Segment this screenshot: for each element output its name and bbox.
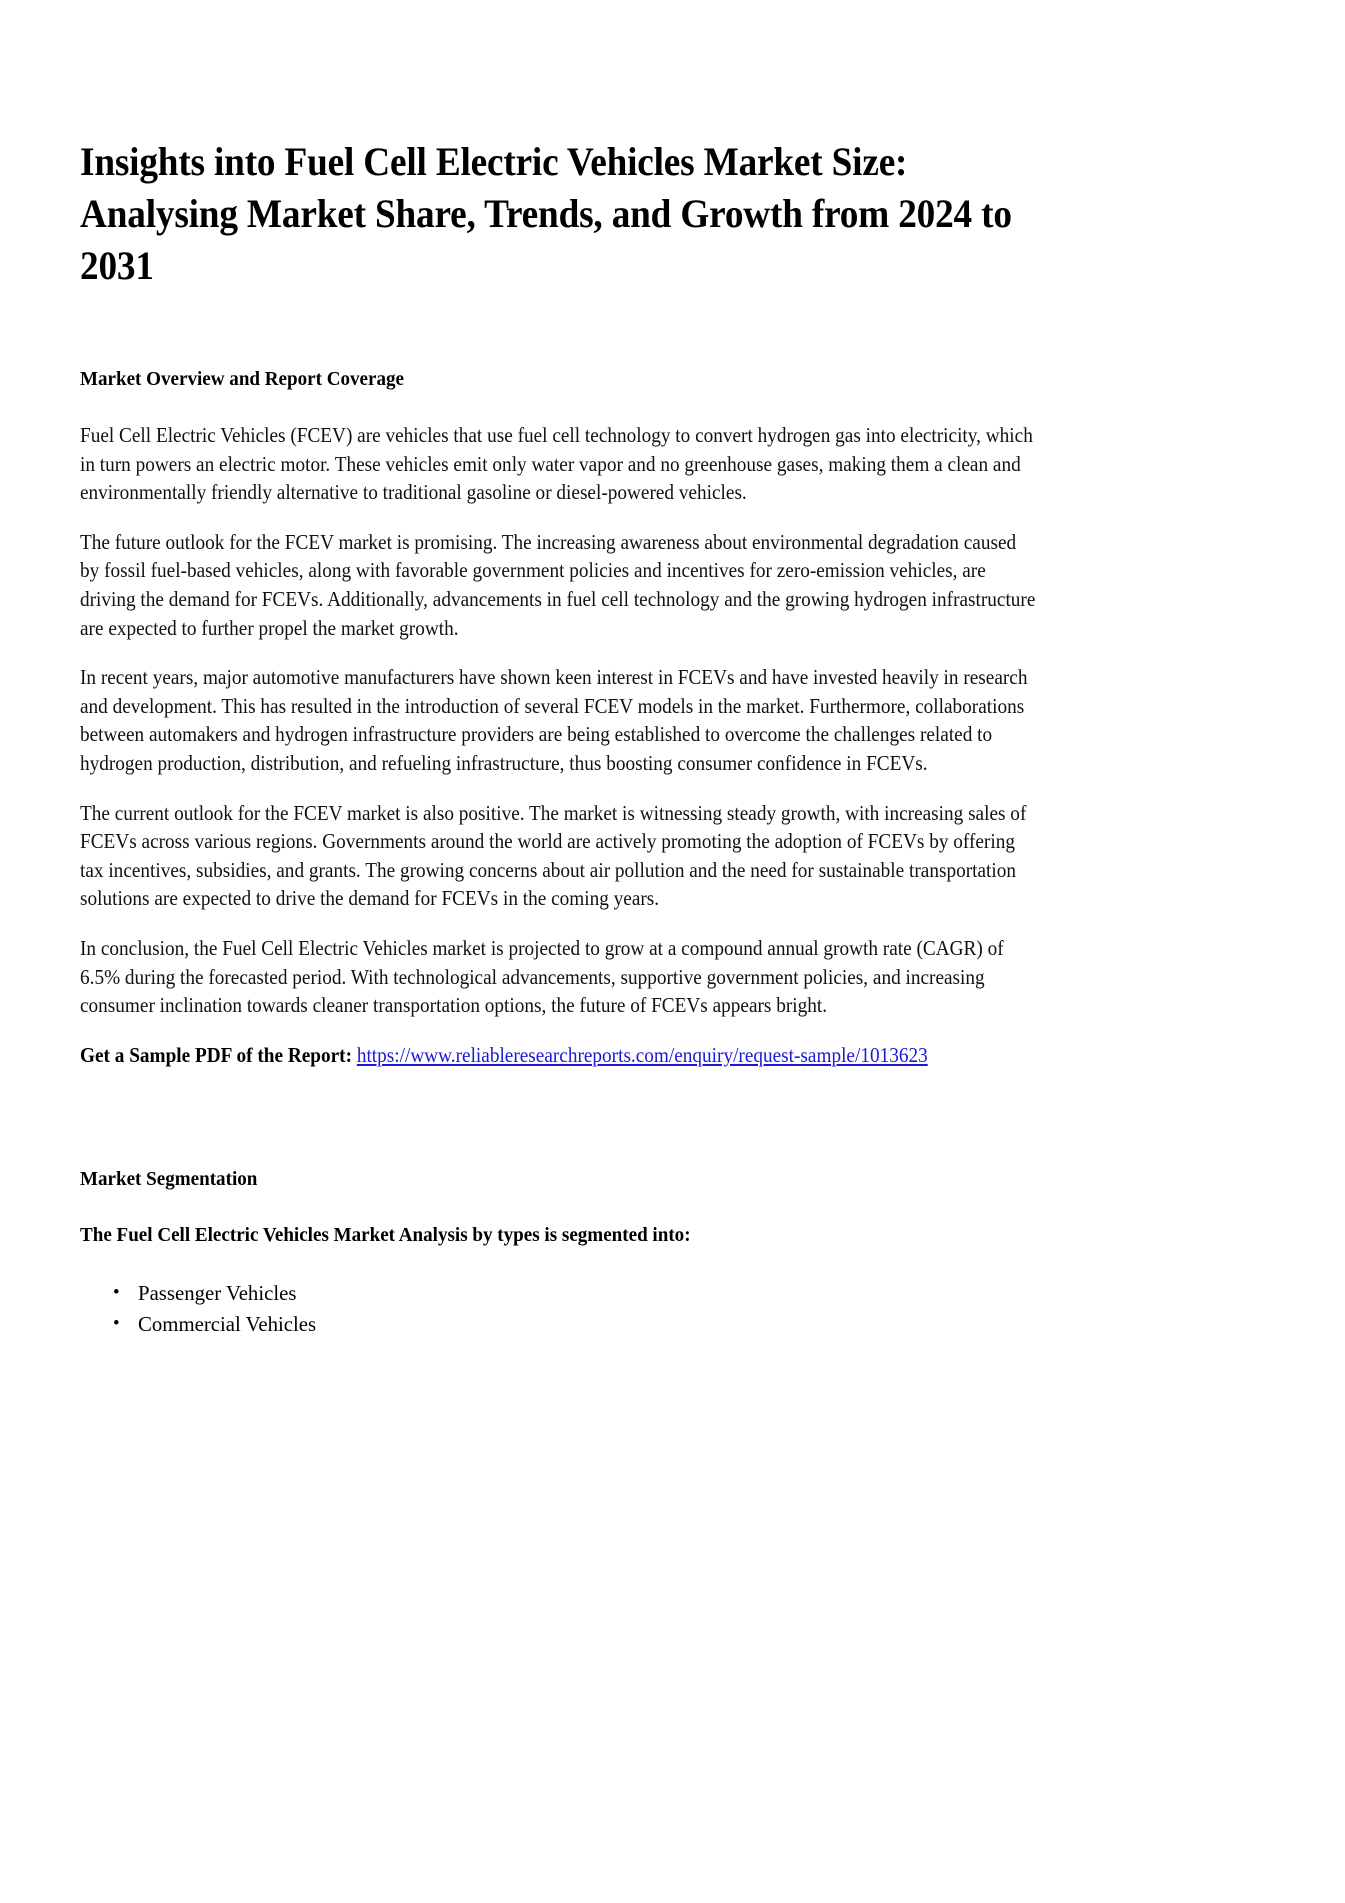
segmentation-types-subheading: The Fuel Cell Electric Vehicles Market Analysis by types is segmented into:	[80, 1224, 691, 1247]
spacer	[80, 1248, 1038, 1278]
spacer	[80, 292, 1038, 366]
spacer	[80, 1070, 1038, 1166]
sample-pdf-label: Get a Sample PDF of the Report:	[80, 1044, 353, 1067]
paragraph-future-outlook: The future outlook for the FCEV market is promising. The increasing awareness about environmental degradation caused by fossil fuel-based vehicles, along with favorable government policies and incentives for zero-emission vehicles, are driving the demand for FCEVs. Additionally, advancements in fuel cell technology and the growing hydrogen infrastructure are expected to further propel the market growth.	[80, 531, 1036, 640]
spacer	[80, 508, 1038, 529]
section-heading-market-segmentation: Market Segmentation	[80, 1168, 258, 1191]
spacer	[80, 392, 1038, 422]
list-item: • Commercial Vehicles	[138, 1309, 1038, 1340]
paragraph-current-outlook: The current outlook for the FCEV market is also positive. The market is witnessing steady growth, with increasing sales of FCEVs across various regions. Governments around the world are actively promoting the adoption of FCEVs by offering tax incentives, subsidies, and grants. The growing concerns about air pollution and the need for sustainable transportation solutions are expected to drive the demand for FCEVs in the coming years.	[80, 802, 1027, 911]
paragraph-manufacturer-investment: In recent years, major automotive manufacturers have shown keen interest in FCEVs and have invested heavily in research and development. This has resulted in the introduction of several FCEV models in the market. Furthermore, collaborations between automakers and hydrogen infrastructure providers are being established to overcome the challenges related to hydrogen production, distribution, and refueling infrastructure, thus boosting consumer confidence in FCEVs.	[80, 667, 1028, 775]
spacer	[80, 1192, 1038, 1222]
sample-pdf-link[interactable]: https://www.reliableresearchreports.com/enquiry/request-sample/1013623	[356, 1044, 928, 1067]
spacer	[80, 643, 1038, 664]
spacer	[80, 779, 1038, 800]
sample-pdf-block	[80, 1042, 1038, 1071]
list-item: • Passenger Vehicles	[138, 1278, 1038, 1309]
paragraph-fcev-definition: Fuel Cell Electric Vehicles (FCEV) are vehicles that use fuel cell technology to convert hydrogen gas into electricity, which in turn powers an electric motor. These vehicles emit only water vapor and no greenhouse gases, making them a clean and environmentally friendly alternative to traditional gasoline or diesel-powered vehicles.	[80, 425, 1033, 505]
paragraph-conclusion: In conclusion, the Fuel Cell Electric Vehicles market is projected to grow at a compound annual growth rate (CAGR) of 6.5% during the forecasted period. With technological advancements, supportive government policies, and increasing consumer inclination towards cleaner transportation options, the future of FCEVs appears bright.	[80, 937, 1004, 1018]
spacer	[80, 1021, 1038, 1042]
segmentation-type-list	[80, 1278, 1038, 1340]
page-title: Insights into Fuel Cell Electric Vehicles Market Size: Analysing Market Share, Trends, and Growth from 2024 to 2031	[80, 139, 1012, 288]
section-heading-market-overview: Market Overview and Report Coverage	[80, 368, 405, 390]
spacer	[80, 914, 1038, 935]
document-content	[80, 136, 1038, 1340]
